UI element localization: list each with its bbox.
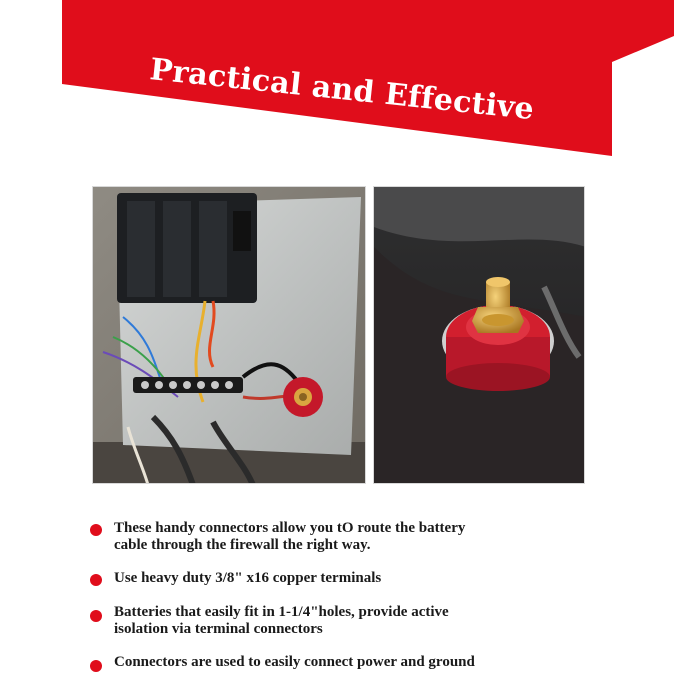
bullet-dot-icon bbox=[90, 524, 102, 536]
feature-text-line: Use heavy duty 3/8" x16 copper terminals bbox=[114, 570, 382, 586]
feature-text-line: cable through the firewall the right way. bbox=[114, 537, 371, 553]
banner-title: Practical and Effective bbox=[148, 52, 536, 128]
feature-text-line: isolation via terminal connectors bbox=[114, 621, 323, 637]
bullet-dot-icon bbox=[90, 574, 102, 586]
terminal-closeup-photo bbox=[373, 186, 585, 484]
feature-text-line: Connectors are used to easily connect power and ground bbox=[114, 654, 475, 670]
title-banner bbox=[0, 0, 674, 170]
feature-text-line: These handy connectors allow you tO route the battery bbox=[114, 520, 466, 536]
firewall-wiring-photo bbox=[92, 186, 366, 484]
feature-text-line: Batteries that easily fit in 1-1/4"holes, provide active bbox=[114, 604, 449, 620]
bullet-dot-icon bbox=[90, 660, 102, 672]
bullet-dot-icon bbox=[90, 610, 102, 622]
